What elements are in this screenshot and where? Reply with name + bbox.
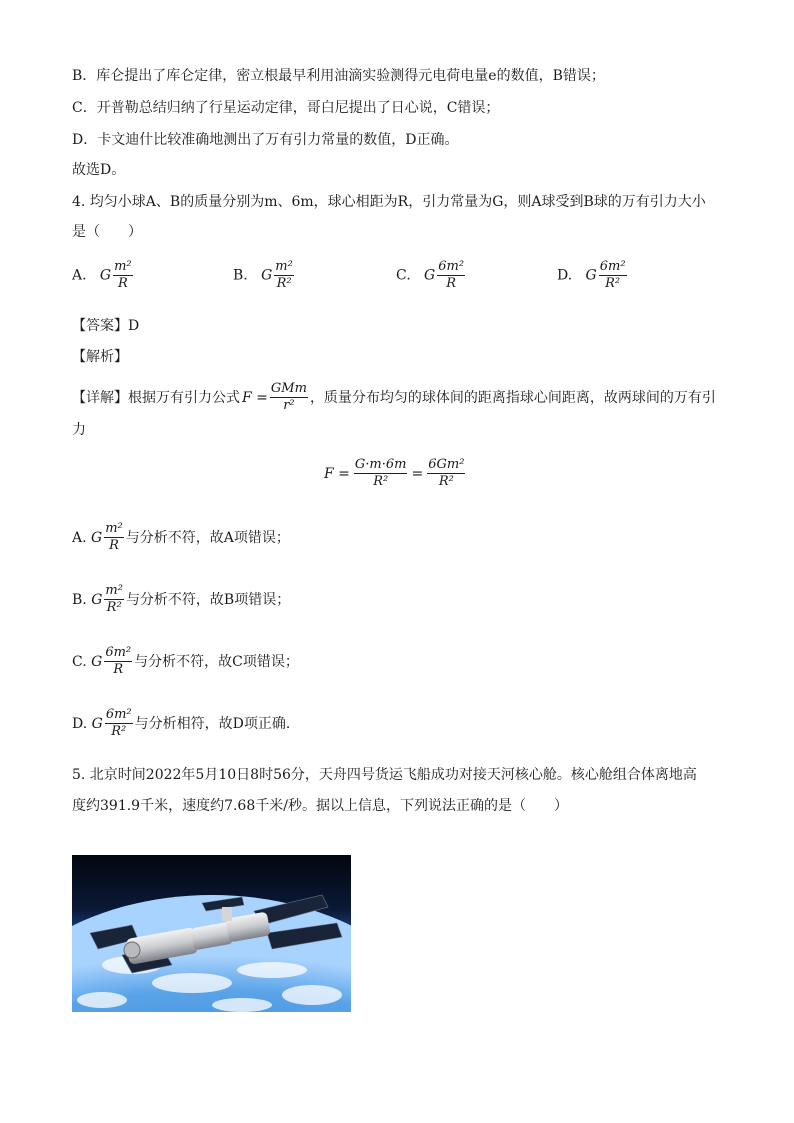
answer-line xyxy=(72,316,139,336)
q4-option-c[interactable]: C. G $\frac{\text{6m²}}{R}$ xyxy=(396,259,465,291)
answer-value: D xyxy=(128,318,140,334)
analysis-item-a: A. G $\frac{\text{m²}}{R}$ 与分析不符，故A项错误； xyxy=(72,521,290,553)
q4-option-b[interactable]: B. G $\frac{\text{m²}}{\text{R²}}$ xyxy=(233,259,293,291)
analysis-tag: 【解析】 xyxy=(72,349,128,365)
q4-option-d[interactable]: D. G $\frac{\text{6m²}}{\text{R²}}$ xyxy=(557,259,626,291)
gravity-formula-fraction: $\frac{\text{GMm}}{\text{r²}}$ xyxy=(270,381,307,413)
option-c-explanation: C．开普勒总结归纳了行星运动定律，哥白尼提出了日心说，C错误； xyxy=(72,100,500,116)
option-d-explanation: D．卡文迪什比较准确地测出了万有引力常量的数值，D正确。 xyxy=(72,132,459,148)
q5-stem-line1: 5. 北京时间2022年5月10日8时56分，天舟四号货运飞船成功对接天河核心舱。核心舱组合体离地高 xyxy=(72,767,697,783)
q5-stem-line2: 度约391.9千米，速度约7.68千米/秒。据以上信息，下列说法正确的是（ ） xyxy=(72,798,568,814)
analysis-item-b: B. G $\frac{\text{m²}}{\text{R²}}$ 与分析不符，故B项错误； xyxy=(72,583,291,615)
q4-stem-line2: 是（ ） xyxy=(72,224,142,240)
q4-option-a[interactable]: A. G $\frac{\text{m²}}{R}$ xyxy=(72,259,132,291)
choose-statement: 故选D。 xyxy=(72,162,126,178)
analysis-item-c: C. G $\frac{\text{6m²}}{R}$ 与分析不符，故C项错误； xyxy=(72,645,299,677)
main-formula: F = $\frac{G\cdot m\cdot 6m}{\text{R²}}$ = $\frac{\text{6Gm²}}{\text{R²}}$ xyxy=(324,457,465,489)
detail-line: 【详解】 根据万有引力公式 F = $\frac{\text{GMm}}{\text{r²}}$ ，质量分布均匀的球体间的距离指球心间距离，故两球间的万有引 xyxy=(72,381,716,413)
analysis-item-d: D. G $\frac{\text{6m²}}{\text{R²}}$ 与分析相符，故D项正确． xyxy=(72,707,300,739)
q4-stem-line1: 4. 均匀小球A、B的质量分别为m、6m，球心相距为R，引力常量为G，则A球受到B球的万有引力大小 xyxy=(72,194,706,210)
detail-continuation: 力 xyxy=(72,422,86,438)
answer-tag: 【答案】 xyxy=(72,318,128,334)
space-station-image xyxy=(72,855,351,1012)
option-b-explanation: B．库仑提出了库仑定律，密立根最早利用油滴实验测得元电荷电量e的数值，B错误； xyxy=(72,68,605,84)
detail-tag: 【详解】 xyxy=(72,389,128,406)
